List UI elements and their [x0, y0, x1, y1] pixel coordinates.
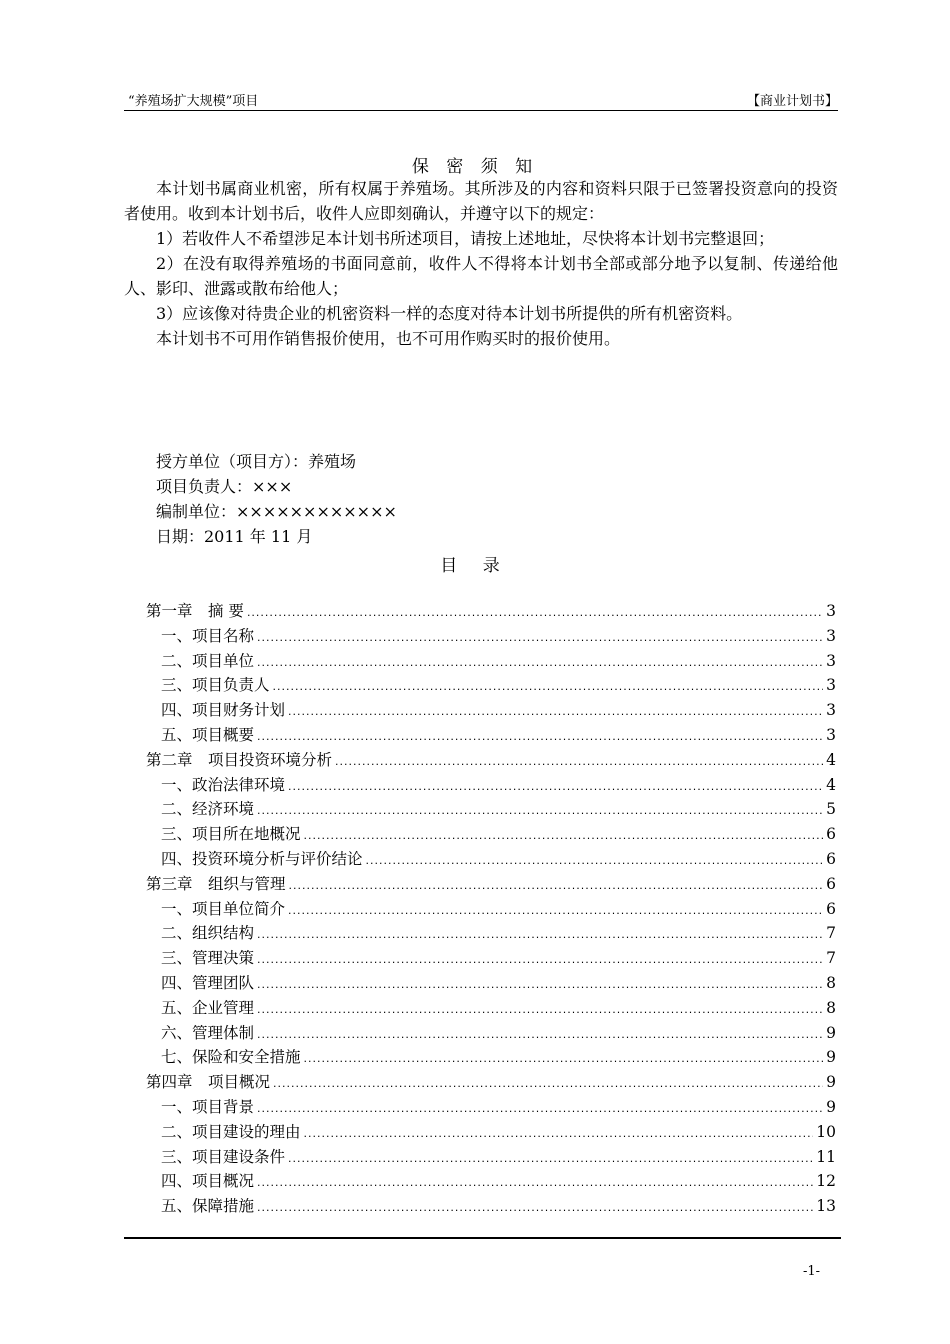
- document-date: 日期：2011 年 11 月: [156, 527, 313, 546]
- toc-section-entry[interactable]: [146, 1120, 836, 1145]
- toc-entry-page: 6: [826, 874, 836, 893]
- page-header: [124, 90, 838, 111]
- notice-paragraph: 3）应该像对待贵企业的机密资料一样的态度对待本计划书所提供的所有机密资料。: [156, 304, 743, 323]
- toc-entry-page: 9: [826, 1023, 836, 1042]
- toc-entry-label: 三、管理决策: [161, 949, 255, 968]
- toc-entry-label: 二、项目建设的理由: [161, 1122, 301, 1141]
- toc-entry-page: 7: [826, 924, 836, 943]
- table-of-contents: [146, 599, 836, 1219]
- toc-entry-page: 8: [826, 973, 836, 992]
- toc-section-entry[interactable]: [146, 1021, 836, 1046]
- toc-section-entry[interactable]: [146, 996, 836, 1021]
- toc-section-entry[interactable]: [146, 1145, 836, 1170]
- toc-leader-dots: [257, 1097, 823, 1122]
- toc-entry-label: 三、项目负责人: [161, 676, 270, 695]
- toc-entry-page: 3: [826, 651, 836, 670]
- toc-entry-label: 五、保障措施: [161, 1197, 255, 1216]
- toc-entry-label: 三、项目所在地概况: [161, 825, 301, 844]
- confidentiality-notice: [124, 176, 838, 351]
- toc-section-entry[interactable]: [146, 1169, 836, 1194]
- toc-entry-label: 一、项目单位简介: [161, 899, 286, 918]
- toc-leader-dots: [257, 799, 823, 824]
- footer-divider: [124, 1237, 841, 1239]
- notice-paragraph: 本计划书不可用作销售报价使用，也不可用作购买时的报价使用。: [156, 329, 621, 348]
- toc-entry-page: 9: [826, 1073, 836, 1092]
- notice-paragraph: 2）在没有取得养殖场的书面同意前，收件人不得将本计划书全部或部分地予以复制、传递给他人、影印、泄露或散布给他人；: [124, 254, 838, 298]
- toc-section-entry[interactable]: [146, 773, 836, 798]
- toc-section-entry[interactable]: [146, 1194, 836, 1219]
- toc-entry-label: 一、项目名称: [161, 626, 255, 645]
- toc-entry-label: 二、项目单位: [161, 651, 255, 670]
- toc-entry-page: 10: [816, 1122, 836, 1141]
- toc-section-entry[interactable]: [146, 1045, 836, 1070]
- toc-section-entry[interactable]: [146, 698, 836, 723]
- toc-entry-label: 第二章 项目投资环境分析: [146, 750, 333, 769]
- notice-paragraph: 1）若收件人不希望涉足本计划书所述项目，请按上述地址，尽快将本计划书完整退回；: [156, 229, 775, 248]
- toc-leader-dots: [257, 651, 823, 676]
- toc-section-entry[interactable]: [146, 897, 836, 922]
- toc-entry-label: 一、政治法律环境: [161, 775, 286, 794]
- toc-entry-label: 六、管理体制: [161, 1023, 255, 1042]
- toc-section-entry[interactable]: [146, 822, 836, 847]
- toc-entry-page: 9: [826, 1097, 836, 1116]
- toc-entry-label: 五、企业管理: [161, 998, 255, 1017]
- toc-entry-label: 三、项目建设条件: [161, 1147, 286, 1166]
- toc-entry-page: 4: [826, 750, 836, 769]
- toc-entry-page: 13: [816, 1197, 836, 1216]
- toc-chapter-entry[interactable]: [146, 748, 836, 773]
- toc-leader-dots: [304, 1122, 814, 1147]
- toc-entry-page: 11: [816, 1147, 836, 1166]
- project-leader: 项目负责人：×××: [156, 477, 293, 496]
- toc-entry-label: 第四章 项目概况: [146, 1073, 271, 1092]
- header-project-title: “养殖场扩大规模”项目: [128, 94, 259, 109]
- toc-leader-dots: [273, 1072, 823, 1097]
- toc-entry-page: 6: [826, 825, 836, 844]
- toc-section-entry[interactable]: [146, 1095, 836, 1120]
- toc-leader-dots: [257, 725, 823, 750]
- toc-leader-dots: [304, 824, 824, 849]
- toc-leader-dots: [366, 849, 824, 874]
- toc-section-entry[interactable]: [146, 624, 836, 649]
- toc-entry-label: 第一章 摘 要: [146, 602, 244, 620]
- toc-leader-dots: [257, 923, 823, 948]
- toc-section-entry[interactable]: [146, 723, 836, 748]
- toc-entry-page: 3: [826, 602, 836, 620]
- toc-chapter-entry[interactable]: [146, 599, 836, 624]
- toc-section-entry[interactable]: [146, 847, 836, 872]
- page-number: -1-: [803, 1264, 821, 1279]
- toc-entry-page: 8: [826, 998, 836, 1017]
- toc-entry-label: 七、保险和安全措施: [161, 1048, 301, 1067]
- grantor-unit: 授方单位（项目方）：养殖场: [156, 452, 357, 471]
- toc-entry-page: 3: [826, 701, 836, 720]
- toc-entry-page: 12: [816, 1172, 836, 1191]
- toc-section-entry[interactable]: [146, 649, 836, 674]
- toc-entry-label: 四、投资环境分析与评价结论: [161, 849, 363, 868]
- toc-entry-page: 3: [826, 626, 836, 645]
- toc-entry-label: 四、项目概况: [161, 1172, 255, 1191]
- toc-entry-page: 3: [826, 676, 836, 695]
- toc-leader-dots: [273, 675, 824, 700]
- toc-entry-label: 五、项目概要: [161, 725, 255, 744]
- toc-section-entry[interactable]: [146, 921, 836, 946]
- toc-entry-label: 一、项目背景: [161, 1097, 255, 1116]
- toc-leader-dots: [257, 948, 823, 973]
- toc-chapter-entry[interactable]: [146, 1070, 836, 1095]
- toc-leader-dots: [257, 998, 823, 1023]
- toc-leader-dots: [257, 973, 823, 998]
- toc-entry-page: 4: [826, 775, 836, 794]
- toc-section-entry[interactable]: [146, 797, 836, 822]
- toc-entry-label: 四、管理团队: [161, 973, 255, 992]
- toc-entry-label: 二、经济环境: [161, 800, 255, 819]
- toc-title: 目 录: [440, 556, 510, 576]
- toc-section-entry[interactable]: [146, 673, 836, 698]
- toc-entry-page: 9: [826, 1048, 836, 1067]
- toc-leader-dots: [288, 899, 823, 924]
- toc-entry-page: 3: [826, 725, 836, 744]
- toc-leader-dots: [247, 601, 823, 626]
- toc-entry-page: 6: [826, 899, 836, 918]
- toc-chapter-entry[interactable]: [146, 872, 836, 897]
- compiling-unit: 编制单位：××××××××××××: [156, 502, 397, 521]
- toc-entry-page: 5: [826, 800, 836, 819]
- toc-leader-dots: [304, 1047, 824, 1072]
- toc-leader-dots: [257, 1023, 823, 1048]
- toc-leader-dots: [257, 1171, 813, 1196]
- notice-paragraph: 本计划书属商业机密，所有权属于养殖场。其所涉及的内容和资料只限于已签署投资意向的投资者使用。收到本计划书后，收件人应即刻确认，并遵守以下的规定：: [124, 179, 838, 223]
- toc-section-entry[interactable]: [146, 971, 836, 996]
- toc-leader-dots: [257, 626, 823, 651]
- project-info-block: [156, 449, 397, 549]
- toc-entry-label: 四、项目财务计划: [161, 701, 286, 720]
- confidentiality-notice-title: 保 密 须 知: [411, 157, 539, 177]
- toc-leader-dots: [288, 700, 823, 725]
- header-doc-type: 【商业计划书】: [746, 94, 838, 109]
- toc-section-entry[interactable]: [146, 946, 836, 971]
- toc-entry-page: 7: [826, 949, 836, 968]
- toc-entry-label: 第三章 组织与管理: [146, 874, 286, 893]
- toc-leader-dots: [288, 1147, 813, 1172]
- toc-entry-page: 6: [826, 849, 836, 868]
- toc-leader-dots: [288, 775, 823, 800]
- toc-entry-label: 二、组织结构: [161, 924, 255, 943]
- toc-leader-dots: [257, 1196, 813, 1221]
- toc-leader-dots: [335, 750, 823, 775]
- toc-leader-dots: [289, 874, 824, 899]
